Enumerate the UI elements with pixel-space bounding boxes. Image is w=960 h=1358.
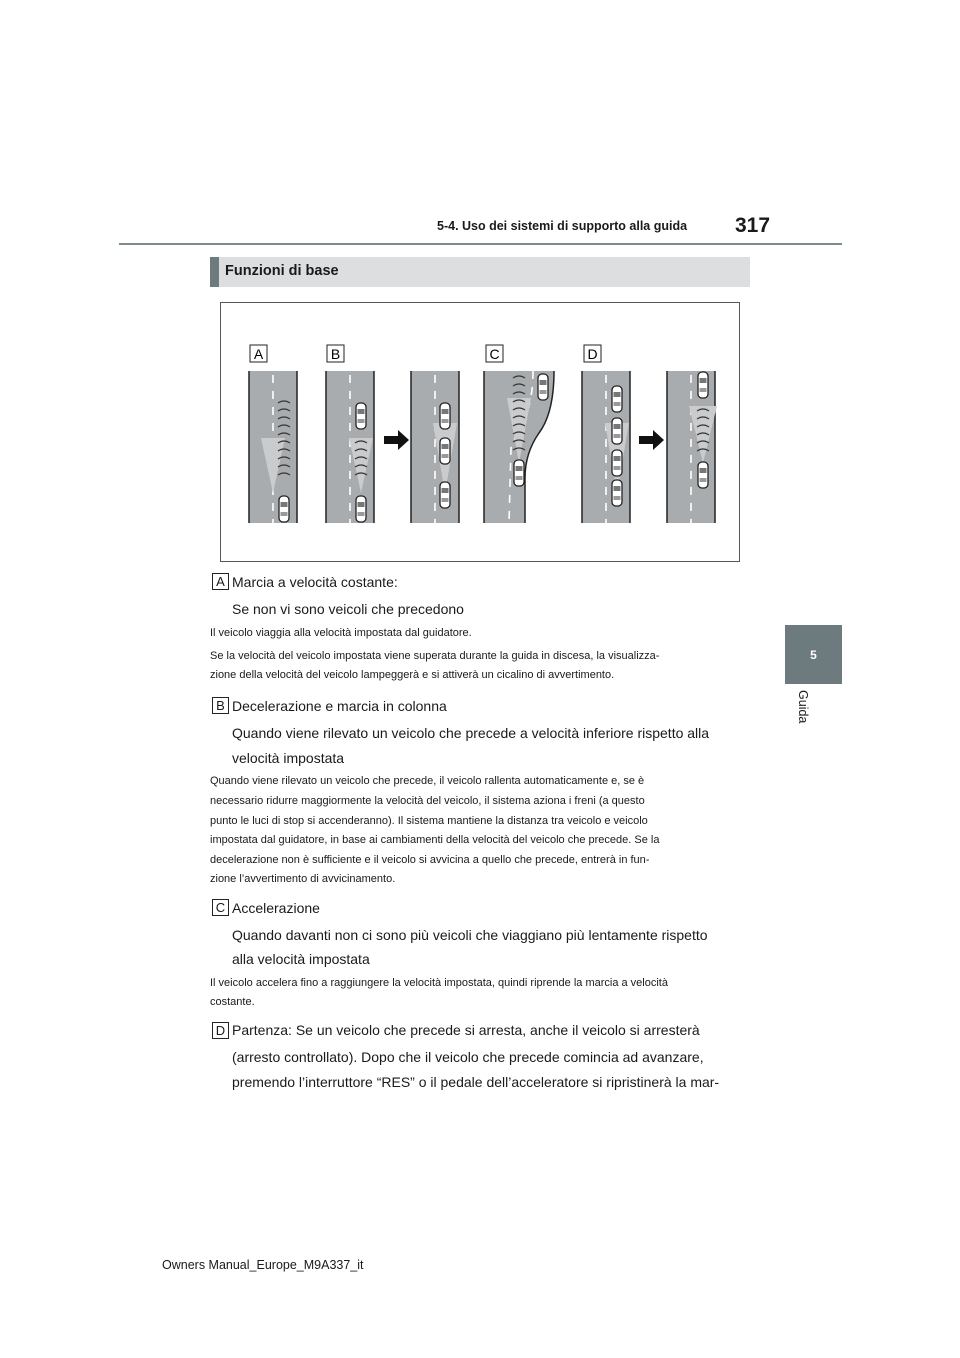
chapter-tab-number: 5: [810, 647, 817, 662]
road-b2: [411, 371, 459, 523]
item-d-line-3: premendo l’interruttore “RES” o il pedale dell’acceleratore si ripristinerà la mar-: [232, 1074, 720, 1090]
road-c: [484, 371, 554, 523]
item-c-desc-2: costante.: [210, 996, 255, 1008]
item-a-desc-2: Se la velocità del veicolo impostata viene superata durante la guida in discesa, la visualizza-: [210, 650, 660, 662]
marker-c: C: [212, 899, 229, 916]
section-heading: [210, 257, 750, 287]
item-b-desc-1: Quando viene rilevato un veicolo che precede, il veicolo rallenta automaticamente e, se è: [210, 775, 645, 787]
item-b-title: Decelerazione e marcia in colonna: [232, 698, 447, 714]
arrow-right-2: [639, 430, 664, 450]
item-b-line-2: Quando viene rilevato un veicolo che precede a velocità inferiore rispetto alla: [232, 725, 710, 741]
label-b-box: [327, 345, 344, 362]
marker-d: D: [212, 1022, 229, 1039]
label-c-box: [486, 345, 503, 362]
item-d-line-1: Partenza: Se un veicolo che precede si arresta, anche il veicolo si arresterà: [232, 1022, 700, 1038]
item-b-desc-6: zione l’avvertimento di avvicinamento.: [210, 873, 396, 885]
road-a: [249, 371, 297, 523]
section-heading-bar: [210, 257, 219, 287]
item-b-desc-3: punto le luci di stop si accenderanno). Il sistema mantiene la distanza tra veicolo e veicolo: [210, 815, 648, 827]
item-a-desc-3: zione della velocità del veicolo lampeggerà e si attiverà un cicalino di avvertimento.: [210, 669, 615, 681]
item-c-title: Accelerazione: [232, 900, 320, 916]
arrow-right-1: [384, 430, 409, 450]
item-c-line-2: Quando davanti non ci sono più veicoli che viaggiano più lentamente rispetto: [232, 927, 708, 943]
item-b-line-3: velocità impostata: [232, 750, 345, 766]
label-d: D: [587, 346, 598, 362]
item-d-line-2: (arresto controllato). Dopo che il veicolo che precede comincia ad avanzare,: [232, 1049, 704, 1065]
label-a: A: [253, 346, 264, 362]
item-b-desc-4: impostata dal guidatore, in base ai cambiamenti della velocità del veicolo che precede. Se la: [210, 834, 660, 846]
chapter-title: 5-4. Uso dei sistemi di supporto alla guida: [437, 219, 688, 233]
item-b-desc-2: necessario ridurre maggiormente la velocità del veicolo, il sistema aziona i freni (a questo: [210, 795, 645, 807]
item-c-desc-1: Il veicolo accelera fino a raggiungere la velocità impostata, quindi riprende la marcia a velocità: [210, 977, 668, 989]
illustration-svg: [221, 303, 739, 561]
marker-b: B: [212, 697, 229, 714]
label-b: B: [330, 346, 341, 362]
chapter-side-label: Guida: [796, 690, 810, 724]
label-a-box: [250, 345, 267, 362]
item-a-title: Marcia a velocità costante:: [232, 574, 398, 590]
item-a-desc-1: Il veicolo viaggia alla velocità impostata dal guidatore.: [210, 627, 472, 639]
illustration: [220, 302, 740, 562]
item-a-subtitle: Se non vi sono veicoli che precedono: [232, 601, 464, 617]
marker-a: A: [212, 573, 229, 590]
header-rule: [119, 243, 842, 245]
road-d2: [667, 371, 717, 523]
chapter-tab: [785, 625, 842, 684]
label-d-box: [584, 345, 601, 362]
item-b-desc-5: decelerazione non è sufficiente e il veicolo si avvicina a quello che precede, entrerà in fun-: [210, 854, 650, 866]
section-heading-text: Funzioni di base: [225, 263, 339, 279]
road-b1: [326, 371, 374, 523]
footer-doc-id: Owners Manual_Europe_M9A337_it: [162, 1258, 364, 1272]
page-number: 317: [735, 214, 771, 237]
road-d1: [582, 371, 630, 523]
item-c-line-3: alla velocità impostata: [232, 951, 370, 967]
label-c: C: [489, 346, 500, 362]
